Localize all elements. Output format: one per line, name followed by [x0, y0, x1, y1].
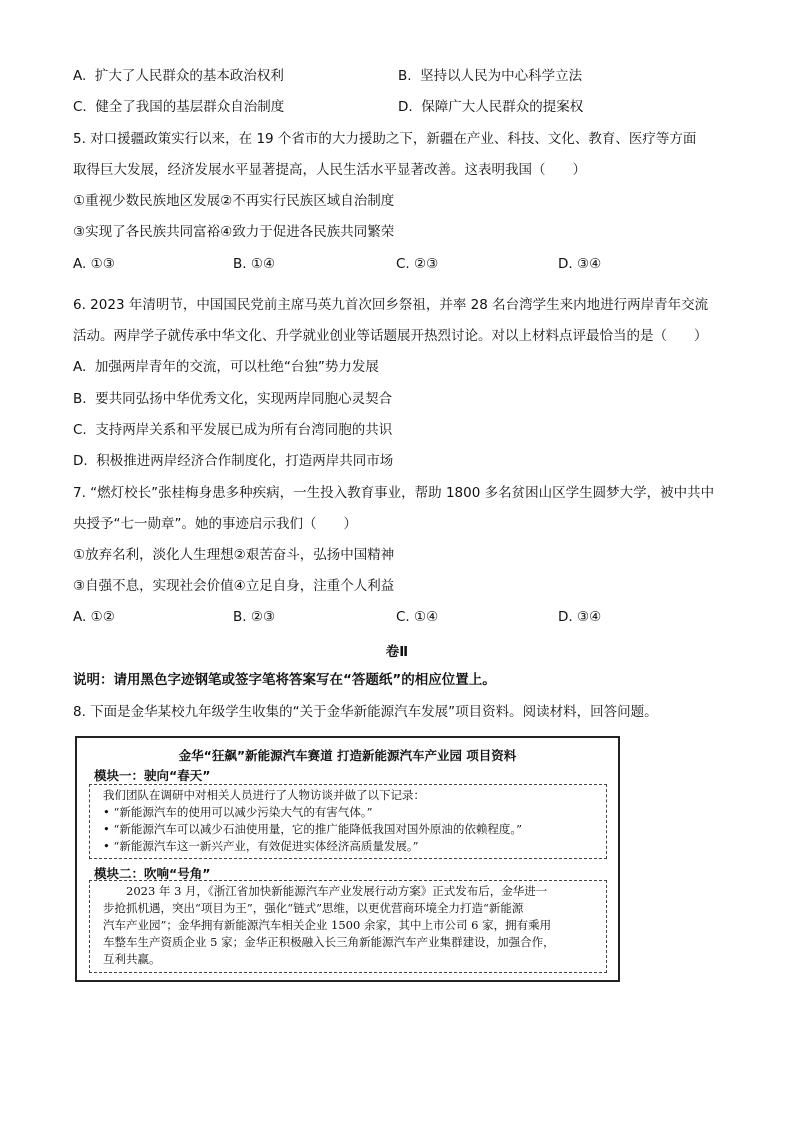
- q7-stem-line1: 7. “燃灯校长”张桂梅身患多种疾病，一生投入教育事业，帮助 1800 多名贫困山区学生圆梦大学，被中共中: [73, 485, 715, 501]
- q7-items-line2: ③自强不息，实现社会价值④立足自身，注重个人利益: [73, 578, 395, 594]
- module1-dashed-box: [89, 784, 607, 859]
- q6-stem-line1: 6. 2023 年清明节，中国国民党前主席马英九首次回乡祭祖，并率 28 名台湾学生来内地进行两岸青年交流: [73, 297, 709, 313]
- module1-line: • “新能源汽车的使用可以减少污染大气的有害气体。”: [103, 805, 373, 819]
- module1-title: 模块一：驶向“春天”: [94, 768, 211, 783]
- module2-line: 车整车生产资质企业 5 家；金华正积极融入长三角新能源汽车产业集群建设，加强合作，: [103, 935, 555, 949]
- q8-stem: 8. 下面是金华某校九年级学生收集的“关于金华新能源汽车发展”项目资料。阅读材料，回答问题。: [73, 704, 658, 720]
- q8-material-box: [75, 736, 620, 982]
- q5-items-line1: ①重视少数民族地区发展②不再实行民族区域自治制度: [73, 193, 395, 209]
- module2-line: 步抢抓机遇，突出“项目为王”，强化“链式”思维，以更优营商环境全力打造“新能源: [103, 901, 524, 915]
- q5-stem-line1: 5. 对口援疆政策实行以来，在 19 个省市的大力援助之下，新疆在产业、科技、文化、教育、医疗等方面: [73, 131, 697, 147]
- q6-option-d: D. 积极推进两岸经济合作制度化，打造两岸共同市场: [73, 453, 394, 469]
- q8-box-title: 金华“狂飙”新能源汽车赛道 打造新能源汽车产业园 项目资料: [178, 748, 517, 763]
- section-title: 卷Ⅱ: [385, 644, 409, 660]
- q6-option-a: A. 加强两岸青年的交流，可以杜绝“台独”势力发展: [73, 359, 379, 375]
- module2-title: 模块二：吹响“号角”: [94, 866, 211, 881]
- module1-line: • “新能源汽车可以减少石油使用量，它的推广能降低我国对国外原油的依赖程度。”: [103, 822, 522, 836]
- q6-option-b: B. 要共同弘扬中华优秀文化，实现两岸同胞心灵契合: [73, 391, 393, 407]
- q5-stem-line2: 取得巨大发展，经济发展水平显著提高，人民生活水平显著改善。这表明我国（ ）: [73, 162, 586, 178]
- q5-option-d: D. ③④: [558, 256, 602, 272]
- q7-items-line1: ①放弃名利，淡化人生理想②艰苦奋斗，弘扬中国精神: [73, 547, 395, 563]
- module2-dashed-box: [89, 880, 607, 973]
- q5-items-line2: ③实现了各民族共同富裕④致力于促进各民族共同繁荣: [73, 224, 395, 240]
- q5-option-c: C. ②③: [396, 256, 439, 272]
- section-note: 说明：请用黑色字迹钢笔或签字笔将答案写在“答题纸”的相应位置上。: [73, 672, 496, 688]
- q5-option-b: B. ①④: [233, 256, 276, 272]
- module2-line: 2023 年 3 月，《浙江省加快新能源汽车产业发展行动方案》正式发布后，金华进一: [103, 884, 548, 898]
- q7-option-a: A. ①②: [73, 609, 115, 625]
- q4-option-c: C. 健全了我国的基层群众自治制度: [73, 99, 285, 115]
- q7-stem-line2: 央授予“七一勋章”。她的事迹启示我们（ ）: [73, 516, 357, 532]
- module1-line: • “新能源汽车这一新兴产业，有效促进实体经济高质量发展。”: [103, 839, 419, 853]
- q6-option-c: C. 支持两岸关系和平发展已成为所有台湾同胞的共识: [73, 422, 393, 438]
- q4-option-a: A. 扩大了人民群众的基本政治权利: [73, 68, 284, 84]
- module1-line: 我们团队在调研中对相关人员进行了人物访谈并做了以下记录：: [103, 788, 425, 802]
- q7-option-b: B. ②③: [233, 609, 276, 625]
- q4-option-d: D. 保障广大人民群众的提案权: [398, 99, 584, 115]
- q5-option-a: A. ①③: [73, 256, 115, 272]
- module2-line: 互利共赢。: [103, 952, 161, 966]
- q4-option-b: B. 坚持以人民为中心科学立法: [398, 68, 583, 84]
- module2-line: 汽车产业园”；金华拥有新能源汽车相关企业 1500 余家，其中上市公司 6 家，拥有乘用: [103, 918, 552, 932]
- q7-option-d: D. ③④: [558, 609, 602, 625]
- q6-stem-line2: 活动。两岸学子就传承中华文化、升学就业创业等话题展开热烈讨论。对以上材料点评最恰当的是（ ）: [73, 328, 708, 344]
- q7-option-c: C. ①④: [396, 609, 439, 625]
